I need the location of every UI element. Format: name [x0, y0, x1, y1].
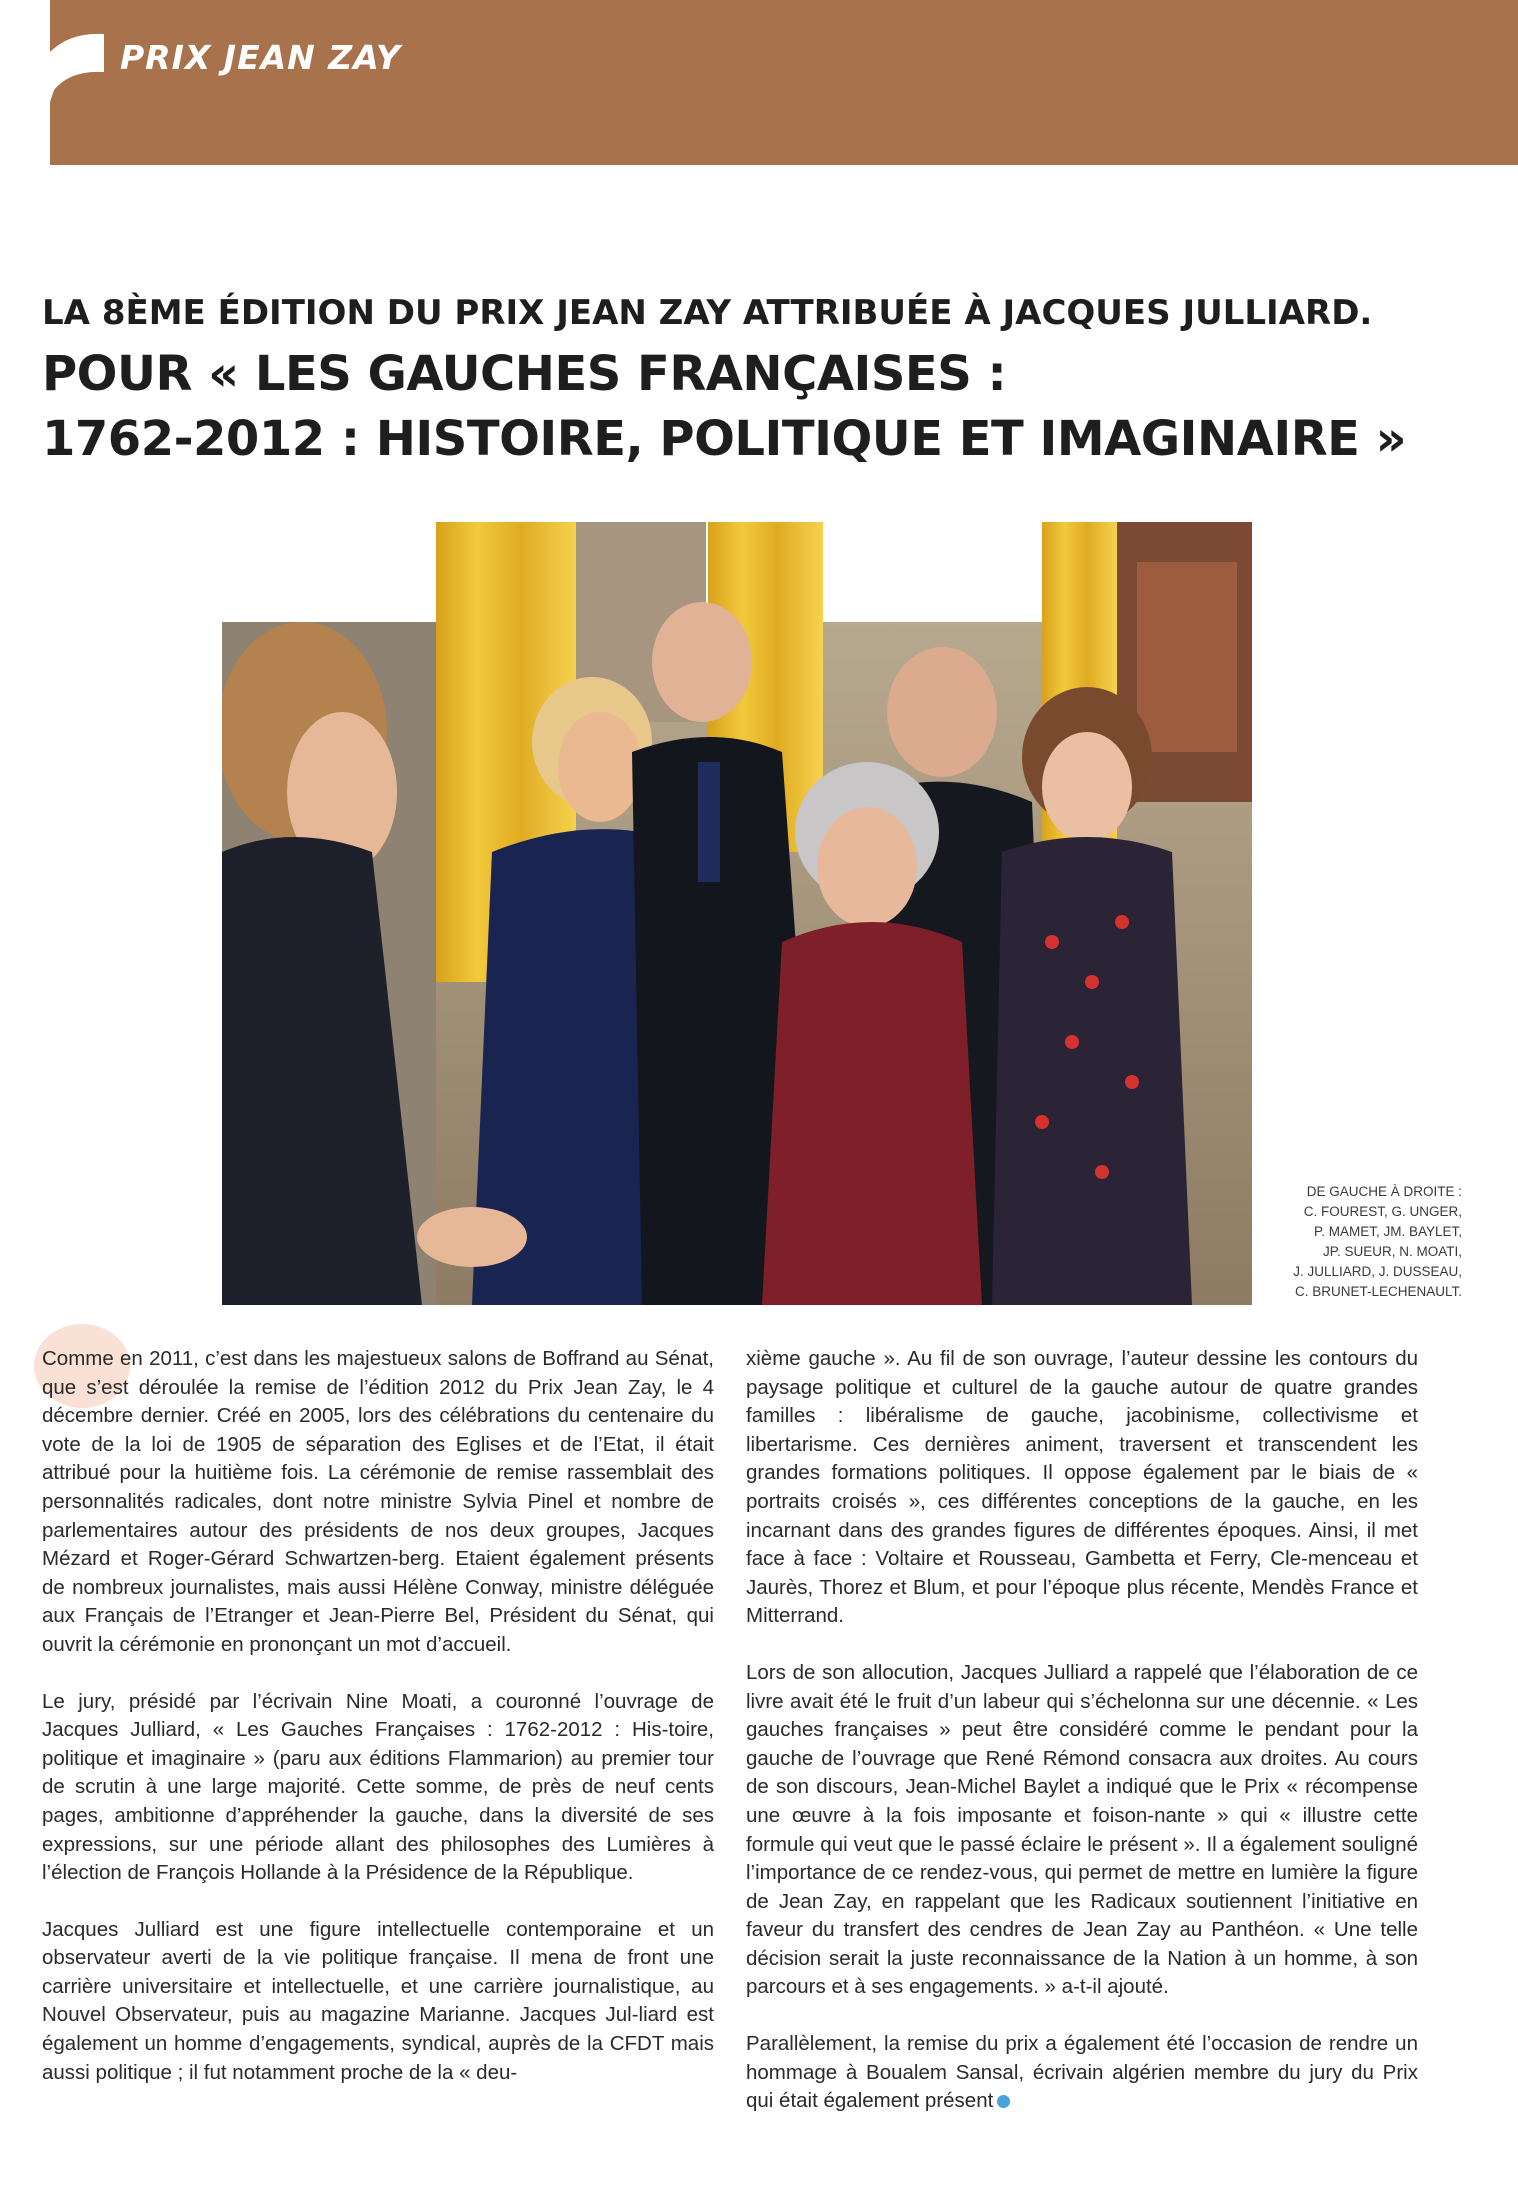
body-column-left	[42, 1345, 714, 2115]
r-logo-icon	[0, 32, 104, 165]
caption-line: DE GAUCHE À DROITE :	[1306, 1184, 1462, 1199]
body-column-right	[746, 1345, 1418, 2144]
article-title-line-2: 1762-2012 : HISTOIRE, POLITIQUE ET IMAGINAIRE »	[42, 411, 1407, 467]
body-paragraph: Jacques Julliard est une figure intellectuelle contemporaine et un observateur averti de la vie politique française. Il mena de front une carrière universitaire et intellectuelle, et une carrière journalistique, au Nouvel Observateur, puis au magazine Marianne. Jacques Jul-liard est également un homme d’engagements, syndical, auprès de la CFDT mais aussi politique ; il fut notamment proche de la « deu-	[42, 1917, 714, 2084]
section-tag: PRIX JEAN ZAY	[120, 38, 401, 77]
caption-line: C. FOUREST, G. UNGER,	[1303, 1204, 1462, 1219]
caption-line: P. MAMET, JM. BAYLET,	[1313, 1224, 1462, 1239]
body-paragraph: xième gauche ». Au fil de son ouvrage, l’auteur dessine les contours du paysage politique et culturel de la gauche autour de quatre grandes familles : libéralisme de gauche, jacobinisme, collectivisme et libertarisme. Ces dernières animent, traversent et transcendent les grandes formations politiques. Il oppose également par le biais de « portraits croisés », ces différentes conceptions de la gauche, en les incarnant dans des grandes figures de différentes époques. Ainsi, il met face à face : Voltaire et Rousseau, Gambetta et Ferry, Cle-menceau et Jaurès, Thorez et Blum, et pour l’époque plus récente, Mendès France et Mitterrand.	[746, 1347, 1418, 1628]
article-title-line-1: POUR « LES GAUCHES FRANÇAISES :	[42, 346, 1007, 402]
body-paragraph: Lors de son allocution, Jacques Julliard a rappelé que l’élaboration de ce livre avait été le fruit d’un labeur qui s’échelonna sur une décennie. « Les gauches françaises » peut être considéré comme le pendant pour la gauche de l’ouvrage que René Rémond consacra aux droites. Au cours de son discours, Jean-Michel Baylet a indiqué que le Prix « récompense une œuvre à la fois imposante et foison-nante » qui « illustre cette formule qui veut que le passé éclaire le présent ». Il a également souligné l’importance de ce rendez-vous, qui permet de mettre en lumière la figure de Jean Zay, en rappelant que les Radicaux soutiennent l’initiative en faveur du transfert des cendres de Jean Zay au Panthéon. « Une telle décision serait la juste reconnaissance de la Nation à un homme, à son parcours et à ses engagements. » a-t-il ajouté.	[746, 1660, 1418, 1999]
body-paragraph: Comme en 2011, c’est dans les majestueux salons de Boffrand au Sénat, que s’est déroulée la remise de l’édition 2012 du Prix Jean Zay, le 4 décembre dernier. Créé en 2005, lors des célébrations du centenaire du vote de la loi de 1905 de séparation des Eglises et de l’Etat, il était attribué pour la huitième fois. La cérémonie de remise rassemblait des personnalités radicales, dont notre ministre Sylvia Pinel et nombre de parlementaires autour des présidents de nos deux groupes, Jacques Mézard et Roger-Gérard Schwartzen-berg. Etaient également présents de nombreux journalistes, mais aussi Hélène Conway, ministre déléguée aux Français de l’Etranger et Jean-Pierre Bel, Président du Sénat, qui ouvrit la cérémonie en prononçant un mot d’accueil.	[42, 1347, 714, 1656]
header-band	[50, 0, 1518, 165]
caption-line: JP. SUEUR, N. MOATI,	[1322, 1244, 1462, 1259]
ceremony-photo	[222, 522, 1252, 1305]
body-paragraph-last	[746, 2030, 1418, 2116]
article-kicker: LA 8ÈME ÉDITION DU PRIX JEAN ZAY ATTRIBUÉE À JACQUES JULLIARD.	[42, 293, 1373, 333]
photo-caption	[1250, 1182, 1462, 1302]
body-paragraph-text: Parallèlement, la remise du prix a également été l’occasion de rendre un hommage à Boualem Sansal, écrivain algérien membre du jury du Prix qui était également présent	[746, 2032, 1418, 2113]
caption-line: J. JULLIARD, J. DUSSEAU,	[1293, 1264, 1462, 1279]
caption-line: C. BRUNET-LECHENAULT.	[1294, 1284, 1462, 1299]
body-paragraph: Le jury, présidé par l’écrivain Nine Moati, a couronné l’ouvrage de Jacques Julliard, « Les Gauches Françaises : 1762-2012 : His-toire, politique et imaginaire » (paru aux éditions Flammarion) au premier tour de scrutin à une large majorité. Cette somme, de près de neuf cents pages, ambitionne d’appréhender la gauche, dans la diversité de ses expressions, sur une période allant des philosophes des Lumières à l’élection de François Hollande à la Présidence de la République.	[42, 1689, 714, 1885]
end-mark-icon	[997, 2095, 1010, 2108]
